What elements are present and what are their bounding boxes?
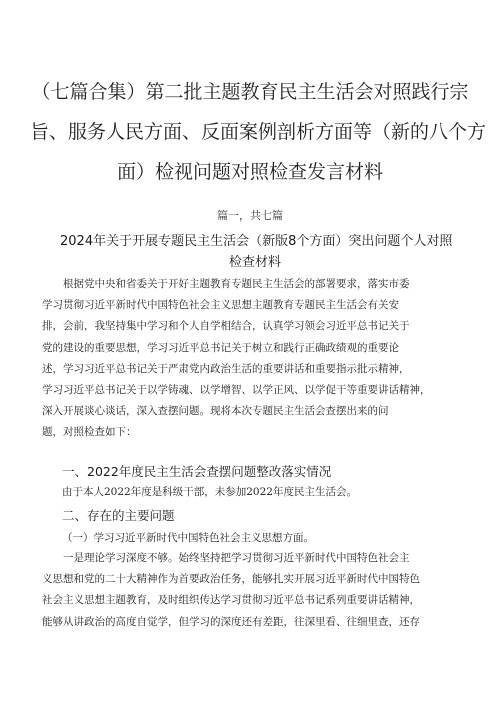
intro-line: 党的建设的重要思想，学习习近平总书记关于树立和践行正确政绩观的重要论 <box>42 341 399 354</box>
intro-line: 深入开展谈心谈话，深入查摆问题。现将本次专题民主生活会查摆出来的问 <box>42 405 389 418</box>
paragraph-line: 社会主义思想主题教育，及时组织传达学习贯彻习近平总书记系列重要讲话精神， <box>42 594 420 607</box>
paragraph-line: 能够从讲政治的高度自觉学，但学习的深度还有差距，往深里看、往细里查，还存 <box>42 615 420 628</box>
intro-line: 题，对照检查如下： <box>42 426 137 439</box>
document-title <box>30 72 487 192</box>
intro-line: 学习贯彻习近平新时代中国特色社会主义思想主题教育专题民主生活会有关安 <box>42 299 399 312</box>
paragraph-line: 一是理论学习深度不够。始终坚持把学习贯彻习近平新时代中国特色社会主 <box>63 552 410 564</box>
intro-line: 排，会前，我坚持集中学习和个人自学相结合，认真学习领会习近平总书记关于 <box>42 320 410 333</box>
intro-line: 学习习近平总书记关于以学铸魂、以学增智、以学正风、以学促干等重要讲话精神， <box>42 384 431 397</box>
section-2-paragraph <box>42 548 466 633</box>
section-1-title: 一、2022年度民主生活会查摆问题整改落实情况 <box>62 464 332 479</box>
article-heading <box>60 231 453 273</box>
paragraph-line: 义思想和党的二十大精神作为首要政治任务，能够扎实开展习近平新时代中国特色 <box>42 573 420 586</box>
section-2-subheading: （一）学习习近平新时代中国特色社会主义思想方面。 <box>62 532 314 544</box>
title-line-2: 旨、服务人民方面、反面案例剖析方面等（新的八个方 <box>30 121 487 143</box>
intro-line: 述，学习习近平总书记关于严肃党内政治生活的重要讲话和重要指示批示精神， <box>42 362 410 375</box>
intro-paragraph <box>42 274 466 444</box>
heading-line-1: 2024年关于开展专题民主生活会（新版8个方面）突出问题个人对照 <box>60 234 453 249</box>
section-1-text: 由于本人2022年度是科级干部，未参加2022年度民主生活会。 <box>62 486 357 498</box>
title-line-3: 面）检视问题对照检查发言材料 <box>116 161 383 183</box>
intro-line: 根据党中央和省委关于开好主题教育专题民主生活会的部署要求，落实市委 <box>63 278 410 290</box>
title-line-1: （七篇合集）第二批主题教育民主生活会对照践行宗 <box>31 81 469 103</box>
section-2-title: 二、存在的主要问题 <box>62 508 175 523</box>
heading-line-2: 检查材料 <box>228 255 281 270</box>
article-index: 篇一，共七篇 <box>217 209 283 222</box>
